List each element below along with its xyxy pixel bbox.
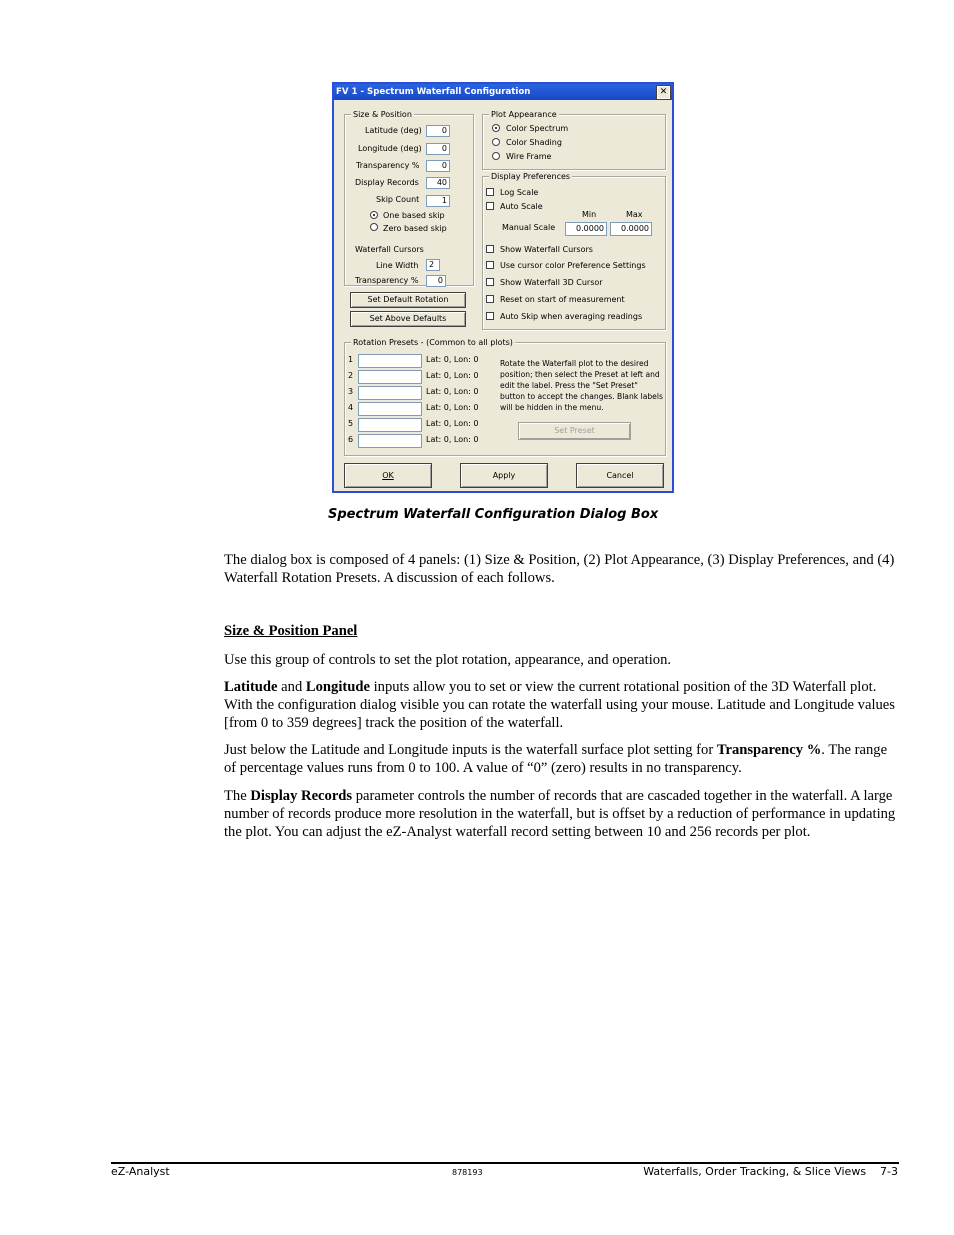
use-cursor-color-checkbox[interactable] <box>486 261 494 269</box>
p3-text-1: Just below the Latitude and Longitude inputs is the waterfall surface plot setting for <box>224 742 717 758</box>
transparency-term: Transparency % <box>716 742 822 758</box>
wire-frame-radio[interactable] <box>492 152 500 160</box>
size-position-title: Size & Position <box>353 110 412 119</box>
p2-text-2: inputs allow you to set or view the current rotational position of the 3D Waterfall plot. With the configuration dialog visible you can rotate the waterfall using your mouse. Latitude and Longitude values [from 0 to 359 degrees] track the position of the waterfall. <box>224 679 895 731</box>
cancel-button[interactable]: Cancel <box>576 463 664 488</box>
paragraph-2 <box>224 678 900 732</box>
transparency-input[interactable]: 0 <box>426 160 450 172</box>
preset-number: 1 <box>348 355 354 364</box>
plot-appearance-title: Plot Appearance <box>491 110 557 119</box>
latitude-label: Latitude (deg) <box>365 126 422 135</box>
preset-label-input[interactable] <box>358 386 422 400</box>
dialog-titlebar[interactable] <box>334 84 672 100</box>
cursor-transparency-input[interactable]: 0 <box>426 275 446 287</box>
show-waterfall-cursors-checkbox[interactable] <box>486 245 494 253</box>
preset-position: Lat: 0, Lon: 0 <box>426 371 479 380</box>
apply-button[interactable]: Apply <box>460 463 548 488</box>
p3-text-2: . The range of percentage values runs from 0 to 100. A value of “0” (zero) results in no transparency. <box>224 742 888 776</box>
intro-paragraph: The dialog box is composed of 4 panels: (1) Size & Position, (2) Plot Appearance, (3) Display Preferences, and (4) Waterfall Rotation Presets. A discussion of each follows. <box>224 552 895 586</box>
rotation-presets-title: Rotation Presets - (Common to all plots) <box>353 338 513 347</box>
color-spectrum-label: Color Spectrum <box>506 124 569 133</box>
cursor-transparency-label: Transparency % <box>355 276 419 285</box>
latitude-input[interactable]: 0 <box>426 125 450 137</box>
set-preset-button[interactable]: Set Preset <box>518 422 631 440</box>
skip-count-label: Skip Count <box>376 195 420 204</box>
auto-skip-checkbox[interactable] <box>486 312 494 320</box>
latitude-term: Latitude <box>224 679 278 695</box>
use-cursor-color-label: Use cursor color Preference Settings <box>500 261 646 270</box>
paragraph-4 <box>224 787 900 841</box>
section-heading: Size & Position Panel <box>224 623 358 639</box>
log-scale-label: Log Scale <box>500 188 539 197</box>
display-preferences-title: Display Preferences <box>491 172 571 181</box>
preset-position: Lat: 0, Lon: 0 <box>426 387 479 396</box>
color-spectrum-radio[interactable] <box>492 124 500 132</box>
transparency-label: Transparency % <box>356 161 420 170</box>
reset-on-start-checkbox[interactable] <box>486 295 494 303</box>
paragraph-3 <box>224 741 900 777</box>
display-records-input[interactable]: 40 <box>426 177 450 189</box>
auto-scale-label: Auto Scale <box>500 202 543 211</box>
zero-based-skip-label: Zero based skip <box>383 224 447 233</box>
preset-position: Lat: 0, Lon: 0 <box>426 355 479 364</box>
preset-label-input[interactable] <box>358 418 422 432</box>
one-based-skip-radio[interactable] <box>370 211 378 219</box>
skip-count-input[interactable]: 1 <box>426 195 450 207</box>
preset-position: Lat: 0, Lon: 0 <box>426 419 479 428</box>
zero-based-skip-radio[interactable] <box>370 223 378 231</box>
display-records-label: Display Records <box>355 178 419 187</box>
line-width-input[interactable]: 2 <box>426 259 440 271</box>
set-above-defaults-button[interactable]: Set Above Defaults <box>350 311 466 327</box>
preset-number: 5 <box>348 419 354 428</box>
preset-position: Lat: 0, Lon: 0 <box>426 403 479 412</box>
longitude-label: Longitude (deg) <box>358 144 422 153</box>
one-based-skip-label: One based skip <box>383 211 445 220</box>
preset-number: 4 <box>348 403 354 412</box>
set-default-rotation-button[interactable]: Set Default Rotation <box>350 292 466 308</box>
paragraph-1: Use this group of controls to set the plot rotation, appearance, and operation. <box>224 652 672 668</box>
preset-number: 6 <box>348 435 354 444</box>
preset-label-input[interactable] <box>358 402 422 416</box>
rotation-presets-note: Rotate the Waterfall plot to the desired position; then select the Preset at left and edit the label. Press the "Set Preset" button to accept the changes. Blank labels will be hidden in the menu. <box>500 359 663 412</box>
preset-number: 2 <box>348 371 354 380</box>
min-label: Min <box>582 210 597 219</box>
preset-label-input[interactable] <box>358 370 422 384</box>
reset-on-start-label: Reset on start of measurement <box>500 295 625 304</box>
preset-label-input[interactable] <box>358 354 422 368</box>
auto-skip-label: Auto Skip when averaging readings <box>500 312 643 321</box>
wire-frame-label: Wire Frame <box>506 152 552 161</box>
figure-caption: Spectrum Waterfall Configuration Dialog Box <box>328 507 659 522</box>
max-label: Max <box>626 210 643 219</box>
show-3d-cursor-label: Show Waterfall 3D Cursor <box>500 278 603 287</box>
close-icon[interactable]: ✕ <box>657 86 670 99</box>
waterfall-cursors-label: Waterfall Cursors <box>355 245 424 254</box>
line-width-label: Line Width <box>376 261 419 270</box>
manual-scale-max-input[interactable]: 0.0000 <box>610 222 652 236</box>
footer-rule <box>111 1162 899 1164</box>
color-shading-radio[interactable] <box>492 138 500 146</box>
longitude-input[interactable]: 0 <box>426 143 450 155</box>
manual-scale-label: Manual Scale <box>502 223 556 232</box>
preset-number: 3 <box>348 387 354 396</box>
auto-scale-checkbox[interactable] <box>486 202 494 210</box>
p2-text-1: and <box>277 679 306 695</box>
footer-center: 878193 <box>452 1168 483 1177</box>
manual-scale-min-input[interactable]: 0.0000 <box>565 222 607 236</box>
preset-label-input[interactable] <box>358 434 422 448</box>
display-records-term: Display Records <box>250 788 353 804</box>
dialog-title: FV 1 - Spectrum Waterfall Configuration <box>336 87 531 97</box>
preset-position: Lat: 0, Lon: 0 <box>426 435 479 444</box>
footer-left: eZ-Analyst <box>111 1165 170 1178</box>
show-waterfall-cursors-label: Show Waterfall Cursors <box>500 245 593 254</box>
footer-right: Waterfalls, Order Tracking, & Slice Views 7-3 <box>643 1165 898 1178</box>
log-scale-checkbox[interactable] <box>486 188 494 196</box>
longitude-term: Longitude <box>305 679 370 695</box>
show-3d-cursor-checkbox[interactable] <box>486 278 494 286</box>
p4-text-2: parameter controls the number of records that are cascaded together in the waterfall. A large number of records produce more resolution in the waterfall, but is offset by a reduction of performance in updating the plot. You can adjust the eZ-Analyst waterfall record setting between 10 and 256 records per plot. <box>224 788 896 840</box>
config-dialog <box>332 82 674 493</box>
color-shading-label: Color Shading <box>506 138 562 147</box>
ok-button[interactable]: OK <box>344 463 432 488</box>
p4-text-1: The <box>224 788 251 804</box>
